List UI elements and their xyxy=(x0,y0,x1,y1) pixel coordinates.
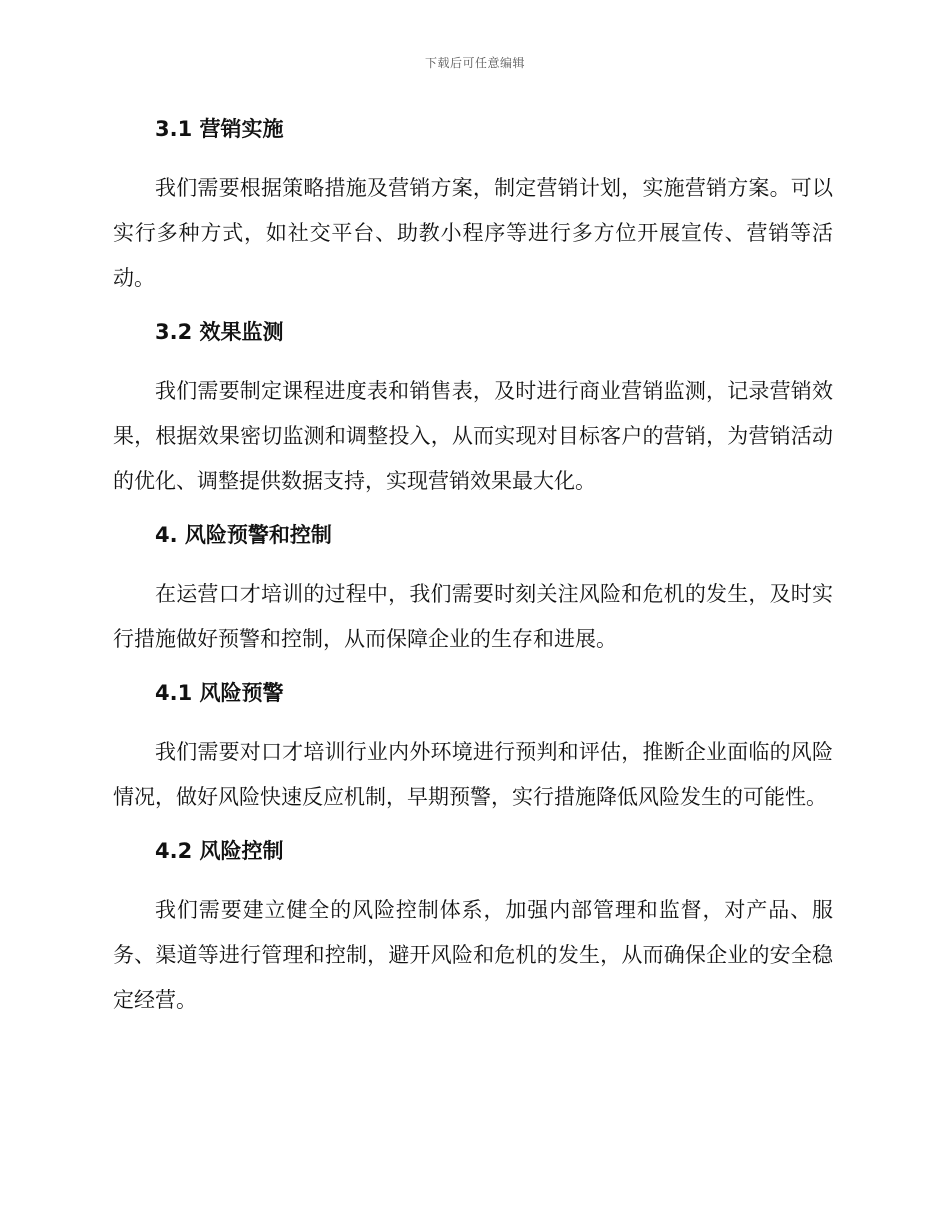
section-paragraph-3-2: 我们需要制定课程进度表和销售表，及时进行商业营销监测，记录营销效果，根据效果密切监测和调整投入，从而实现对目标客户的营销，为营销活动的优化、调整提供数据支持，实现营销效果最大化。 xyxy=(113,379,833,493)
section-heading-4-1: 4.1 风险预警 xyxy=(155,681,284,705)
section-paragraph-4-2: 我们需要建立健全的风险控制体系，加强内部管理和监督，对产品、服务、渠道等进行管理和控制，避开风险和危机的发生，从而确保企业的安全稳定经营。 xyxy=(113,898,833,1012)
document-body xyxy=(113,114,833,1023)
section-paragraph-4-1: 我们需要对口才培训行业内外环境进行预判和评估，推断企业面临的风险情况，做好风险快速反应机制，早期预警，实行措施降低风险发生的可能性。 xyxy=(113,740,833,809)
section-paragraph-3-1: 我们需要根据策略措施及营销方案，制定营销计划，实施营销方案。可以实行多种方式，如社交平台、助教小程序等进行多方位开展宣传、营销等活动。 xyxy=(113,176,833,290)
section-heading-3-1: 3.1 营销实施 xyxy=(155,117,284,141)
section-heading-4: 4. 风险预警和控制 xyxy=(155,523,332,547)
section-heading-4-2: 4.2 风险控制 xyxy=(155,839,284,863)
section-heading-3-2: 3.2 效果监测 xyxy=(155,320,284,344)
section-paragraph-4: 在运营口才培训的过程中，我们需要时刻关注风险和危机的发生，及时实行措施做好预警和控制，从而保障企业的生存和进展。 xyxy=(113,582,833,651)
header-note: 下载后可任意编辑 xyxy=(424,56,525,70)
